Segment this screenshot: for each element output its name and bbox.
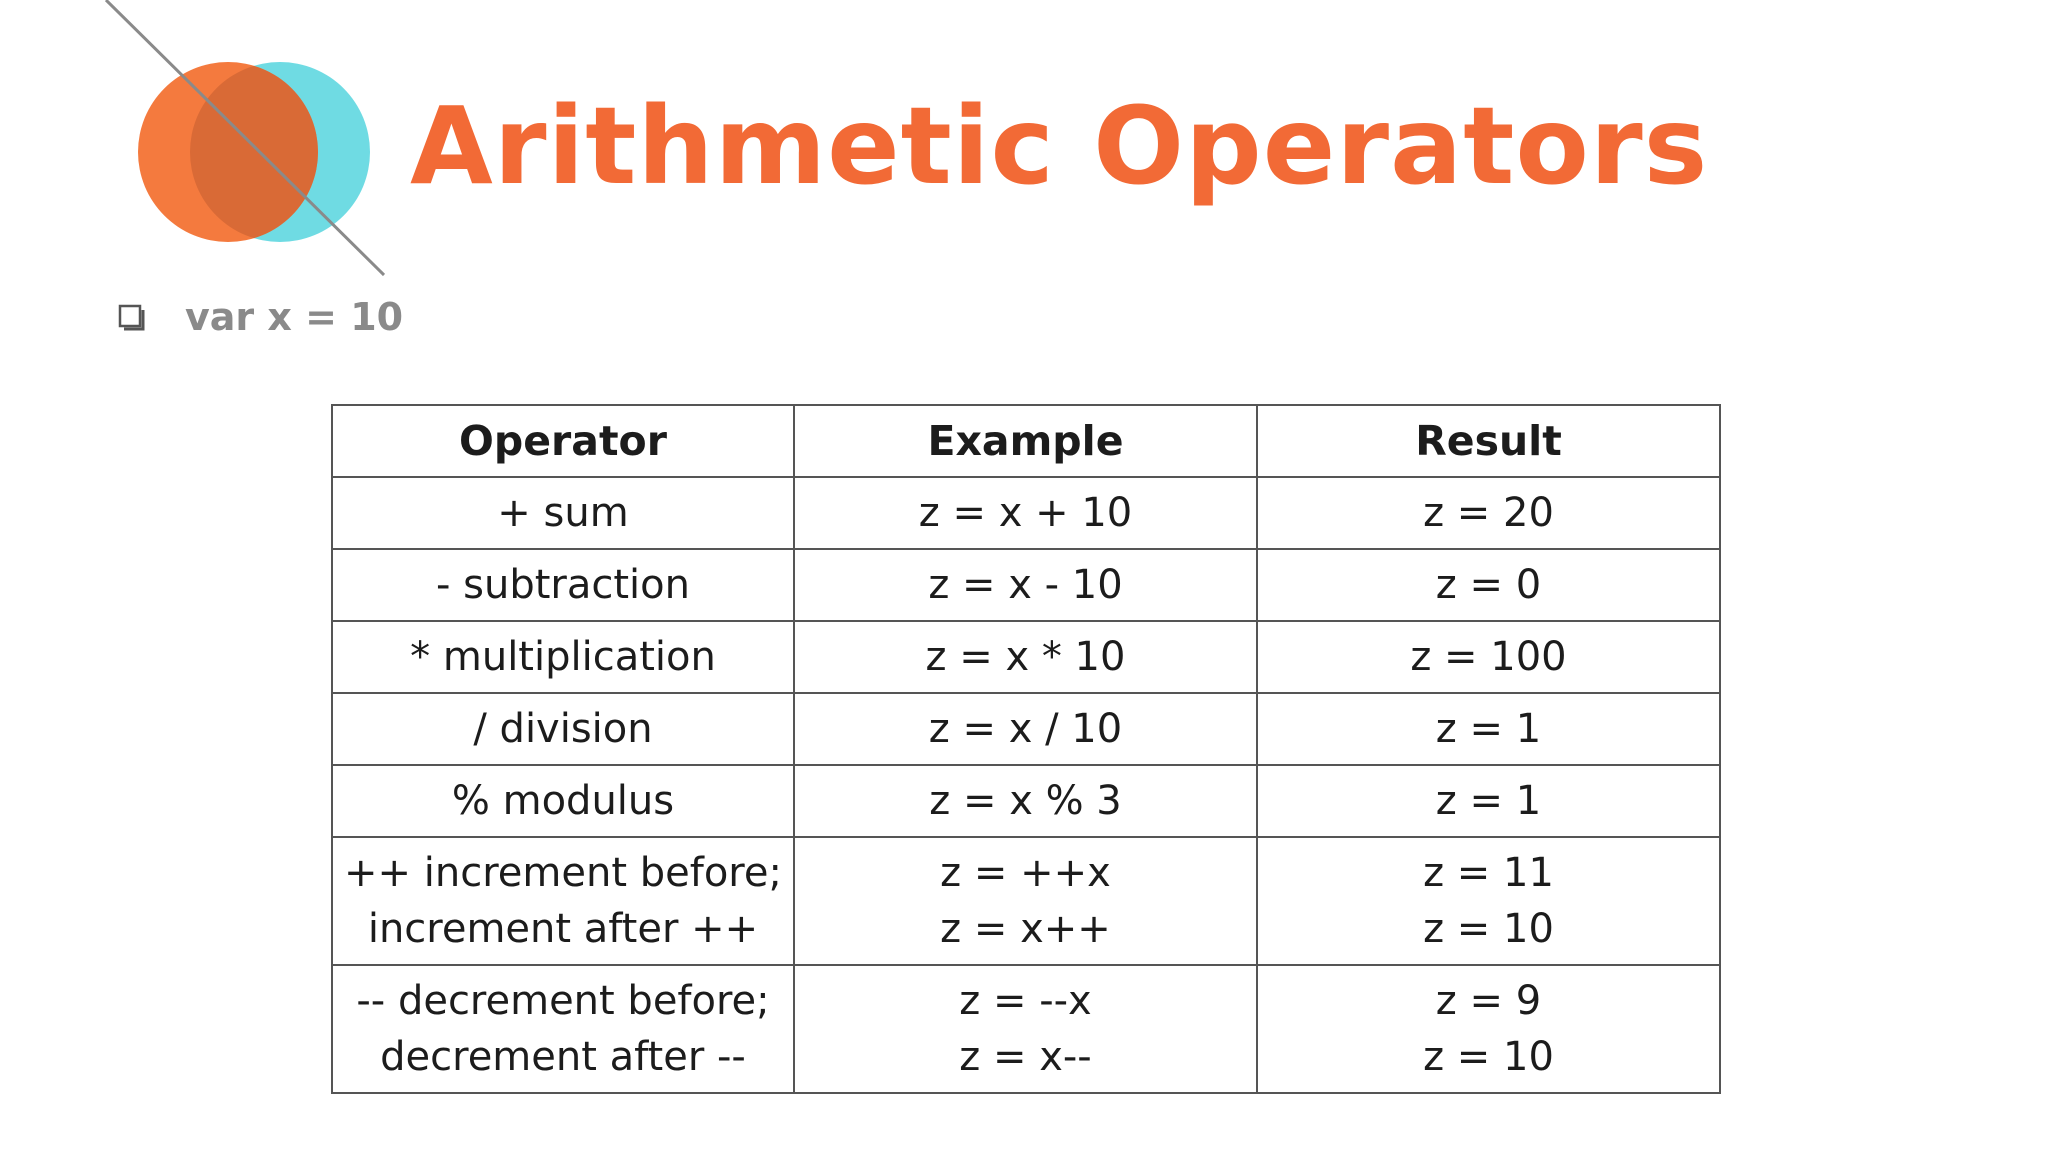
cell-text: z = x % 3 <box>929 778 1122 824</box>
header-example: Example <box>794 405 1257 477</box>
cell-text: z = 0 <box>1435 562 1542 608</box>
cell-text: z = ++x <box>940 850 1111 896</box>
cell-text: z = x-- <box>959 1034 1092 1080</box>
operator-cell <box>332 477 794 549</box>
cell-text: z = 1 <box>1435 706 1542 752</box>
operator-cell <box>332 765 794 837</box>
cell-text: z = 10 <box>1423 1034 1554 1080</box>
cell-text: % modulus <box>451 778 675 824</box>
result-cell <box>1257 765 1720 837</box>
cell-text: z = 20 <box>1423 490 1554 536</box>
cell-text: z = --x <box>959 978 1092 1024</box>
decorative-circles-graphic <box>0 0 420 300</box>
table-row <box>332 765 1720 837</box>
bullet-text: var x = 10 <box>185 295 404 339</box>
result-cell <box>1257 837 1720 965</box>
cell-text: - subtraction <box>436 562 690 608</box>
operator-cell <box>332 693 794 765</box>
operator-cell <box>332 549 794 621</box>
operator-cell <box>332 965 794 1093</box>
cell-text: z = 10 <box>1423 906 1554 952</box>
cell-text: decrement after -- <box>380 1034 746 1080</box>
example-cell <box>794 837 1257 965</box>
operator-cell <box>332 837 794 965</box>
table-row <box>332 837 1720 965</box>
example-cell <box>794 965 1257 1093</box>
bullet-item <box>117 292 403 342</box>
slide-title: Arithmetic Operators <box>410 85 1709 209</box>
result-cell <box>1257 549 1720 621</box>
cell-text: z = x + 10 <box>918 490 1133 536</box>
example-cell <box>794 765 1257 837</box>
operators-table <box>331 404 1721 1094</box>
cell-text: / division <box>473 706 653 752</box>
table-header-row <box>332 405 1720 477</box>
table-row <box>332 477 1720 549</box>
cell-text: z = 9 <box>1435 978 1542 1024</box>
cell-text: z = x++ <box>940 906 1111 952</box>
cell-text: ++ increment before; <box>344 850 782 896</box>
result-cell <box>1257 965 1720 1093</box>
cell-text: z = 11 <box>1423 850 1554 896</box>
cell-text: z = 1 <box>1435 778 1542 824</box>
table-row <box>332 965 1720 1093</box>
cell-text: z = 100 <box>1410 634 1567 680</box>
table-row <box>332 549 1720 621</box>
result-cell <box>1257 693 1720 765</box>
cell-text: * multiplication <box>410 634 716 680</box>
example-cell <box>794 621 1257 693</box>
cell-text: + sum <box>497 490 629 536</box>
table-row <box>332 693 1720 765</box>
example-cell <box>794 693 1257 765</box>
cell-text: z = x * 10 <box>925 634 1126 680</box>
operator-cell <box>332 621 794 693</box>
result-cell <box>1257 477 1720 549</box>
cell-text: z = x - 10 <box>928 562 1123 608</box>
example-cell <box>794 549 1257 621</box>
checkbox-square-icon <box>117 292 149 342</box>
result-cell <box>1257 621 1720 693</box>
header-operator: Operator <box>332 405 794 477</box>
header-result: Result <box>1257 405 1720 477</box>
table-row <box>332 621 1720 693</box>
cell-text: -- decrement before; <box>356 978 770 1024</box>
cell-text: z = x / 10 <box>928 706 1123 752</box>
example-cell <box>794 477 1257 549</box>
cell-text: increment after ++ <box>367 906 759 952</box>
